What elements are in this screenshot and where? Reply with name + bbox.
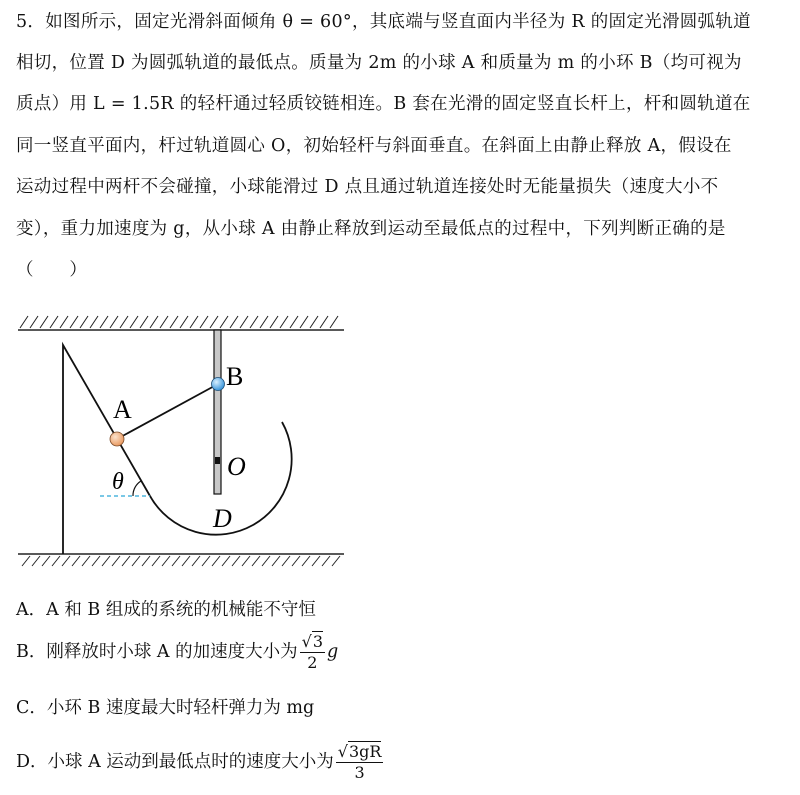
question-line: 质点）用 L = 1.5R 的轻杆通过轻质铰链相连。B 套在光滑的固定竖直长杆上，杆和圆轨道在 <box>16 94 751 114</box>
floor <box>18 554 344 566</box>
ring-b <box>212 378 225 391</box>
option-c-text: C．小环 B 速度最大时轻杆弹力为 mg <box>16 698 315 718</box>
label-o: O <box>227 452 246 481</box>
question-line: 运动过程中两杆不会碰撞，小球能滑过 D 点且通过轨道连接处时无能量损失（速度大小不 <box>16 177 719 197</box>
option-b[interactable] <box>16 632 338 673</box>
option-b-denominator: 2 <box>307 653 318 672</box>
option-a[interactable] <box>16 596 316 621</box>
question-line: （ ） <box>16 260 88 280</box>
question-line: 变），重力加速度为 g，从小球 A 由静止释放到运动至最低点的过程中，下列判断正确的是 <box>16 219 726 239</box>
label-d: D <box>213 504 232 533</box>
angle-arc <box>133 481 141 496</box>
question-line: 5．如图所示，固定光滑斜面倾角 θ = 60°，其底端与竖直面内半径为 R 的固定光滑圆弧轨道 <box>16 12 751 32</box>
option-a-text: A．A 和 B 组成的系统的机械能不守恒 <box>16 600 316 620</box>
option-c[interactable] <box>16 694 314 719</box>
question-line: 相切，位置 D 为圆弧轨道的最低点。质量为 2m 的小球 A 和质量为 m 的小环 B（均可视为 <box>16 53 742 73</box>
option-b-suffix: g <box>327 642 339 662</box>
option-d-denominator: 3 <box>354 763 365 782</box>
vertical-rod <box>214 330 221 494</box>
fraction: $\frac{√3gR}{3}$ <box>337 742 382 782</box>
question-line: 同一竖直平面内，杆过轨道圆心 O，初始轻杆与斜面垂直。在斜面上由静止释放 A，假设在 <box>16 136 732 156</box>
ball-a <box>110 432 124 446</box>
fraction: $\frac{√3}{2}$ <box>301 632 324 672</box>
option-b-numerator: 3 <box>312 632 324 651</box>
incline-wedge <box>63 345 150 554</box>
center-point <box>215 457 220 464</box>
option-d-numerator: 3gR <box>349 742 382 761</box>
physics-figure <box>14 308 350 570</box>
option-d[interactable] <box>16 742 385 783</box>
label-theta: θ <box>112 469 124 495</box>
label-a: A <box>113 395 132 424</box>
option-d-prefix: D．小球 A 运动到最低点时的速度大小为 <box>16 752 334 772</box>
label-b: B <box>226 362 244 391</box>
option-b-prefix: B．刚释放时小球 A 的加速度大小为 <box>16 642 298 662</box>
ceiling <box>18 316 344 330</box>
light-rod <box>117 384 218 439</box>
